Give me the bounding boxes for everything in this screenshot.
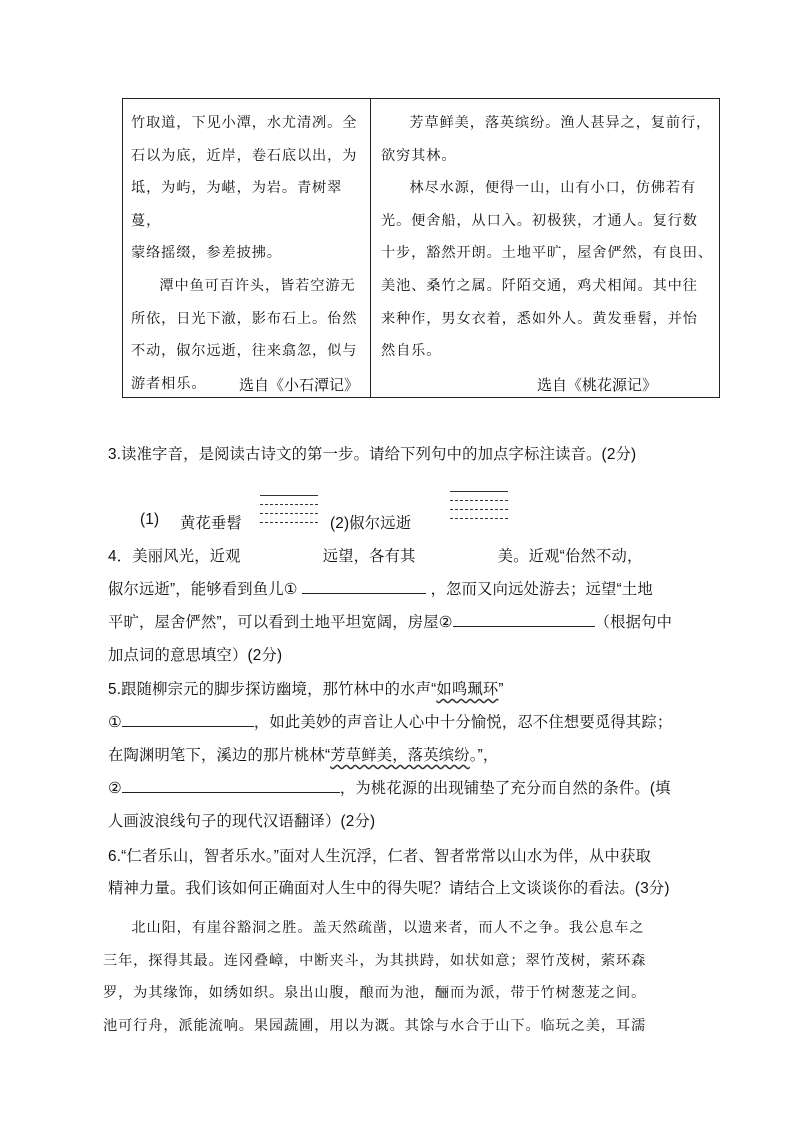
excerpt-line: 游者相乐。	[131, 375, 207, 392]
answer-blank-translation-2[interactable]	[122, 778, 340, 793]
excerpt-line: 美池、桑竹之属。阡陌交通，鸡犬相闻。其中往	[381, 277, 698, 294]
reading-passage	[103, 912, 693, 1042]
excerpt-line: 林尽水源，便得一山，山有小口，仿佛若有	[409, 180, 697, 197]
question-4-line-3: 平旷，屋舍俨然”，可以看到土地平坦宽阔，房屋② （根据句中	[108, 614, 673, 631]
pinyin-writing-box-2[interactable]	[450, 491, 508, 519]
excerpt-line: 来种作，男女衣着，悉如外人。黄发垂髫，并怡	[381, 310, 698, 327]
question-6-line-1: 6.“仁者乐山，智者乐水。”面对人生沉浮，仁者、智者常常以山水为伴，从中获取	[108, 848, 651, 865]
taohuayuan-excerpt	[381, 107, 715, 368]
excerpt-line: 十步，豁然开朗。土地平旷，屋舍俨然，有良田、	[381, 245, 713, 262]
excerpt-line: 蒙络摇缀，参差披拂。	[131, 245, 282, 262]
comparison-table	[122, 98, 720, 398]
question-4-line-1: 4．美丽风光，近观 远望，各有其 美。近观“佁然不动，	[108, 548, 643, 565]
q3-item-2: (2)俶尔远逝	[330, 515, 412, 532]
answer-blank-translation-1[interactable]	[122, 712, 254, 727]
passage-line: 三年，探得其最。连冈叠嶂，中断夹斗，为其拱跱，如状如意；翠竹茂树，萦环森	[103, 952, 647, 969]
excerpt-line: 光。便舍船，从口入。初极狭，才通人。复行数	[381, 212, 698, 229]
excerpt-line: 竹取道，下见小潭，水尤清冽。全	[131, 115, 358, 131]
passage-line: 池可行舟，派能流响。果园蔬圃，用以为溉。其馀与水合于山下。临玩之美，耳濡	[103, 1017, 647, 1034]
answer-blank-houses[interactable]	[453, 612, 595, 627]
question-5-line-4: ② ，为桃花源的出现铺垫了充分而自然的条件。(填	[108, 780, 671, 797]
table-divider	[370, 99, 371, 397]
pinyin-writing-box-1[interactable]	[260, 495, 318, 523]
excerpt-line: 潭中鱼可百许头，皆若空游无	[159, 277, 356, 294]
excerpt-line: 坻，为屿，为嵁，为岩。青树翠蔓，	[131, 180, 343, 229]
q3-item-1-number: (1)	[140, 511, 160, 528]
question-4-line-4: 加点词的意思填空）(2分)	[108, 647, 283, 664]
passage-line: 北山阳，有崖谷豁洞之胜。盖天然疏凿，以遗来者，而人不之争。我公息车之	[131, 920, 645, 936]
excerpt-line: 芳草鲜美，落英缤纷。渔人甚异之，复前行，	[409, 115, 712, 131]
question-5-line-2: ① ，如此美妙的声音让人心中十分愉悦，忍不住想要觅得其踪；	[108, 714, 673, 731]
excerpt-line: 然自乐。	[381, 343, 442, 360]
xiaoshitan-source: 选自《小石潭记》	[239, 377, 360, 394]
question-5-line-5: 人画波浪线句子的现代汉语翻译）(2分)	[108, 813, 376, 830]
wavy-phrase-2: 芳草鲜美，落英缤纷	[330, 747, 470, 764]
q3-item-1: 黄花垂髫	[180, 515, 242, 532]
answer-blank-fish[interactable]	[302, 579, 426, 594]
question-5-line-1: 5.跟随柳宗元的脚步探访幽境，那竹林中的水声“如鸣珮环”	[108, 681, 504, 698]
excerpt-line: 不动，俶尔远逝，往来翕忽，似与	[131, 343, 358, 360]
excerpt-line: 所依，日光下澈，影布石上。佁然	[131, 310, 358, 327]
excerpt-line: 欲穷其林。	[381, 147, 457, 164]
taohuayuan-source: 选自《桃花源记》	[537, 377, 658, 394]
passage-line: 罗，为其缘饰，如绣如织。泉出山腹，酿而为池，酾而为派，带于竹树葱茏之间。	[103, 985, 647, 1001]
question-5-line-3: 在陶渊明笔下，溪边的那片桃林“芳草鲜美，落英缤纷。”，	[108, 747, 499, 764]
wavy-phrase-1: 如鸣珮环	[436, 681, 499, 698]
excerpt-line: 石以为底，近岸，卷石底以出，为	[131, 147, 358, 164]
question-4-line-2: 俶尔远逝”，能够看到鱼儿① ，忽而又向远处游去；远望“土地	[108, 581, 653, 598]
xiaoshitan-excerpt	[131, 107, 366, 400]
question-6-line-2: 精神力量。我们该如何正确面对人生中的得失呢？请结合上文谈谈你的看法。(3分)	[108, 880, 670, 897]
question-3: 3.读准字音，是阅读古诗文的第一步。请给下列句中的加点字标注读音。(2分)	[108, 446, 637, 463]
